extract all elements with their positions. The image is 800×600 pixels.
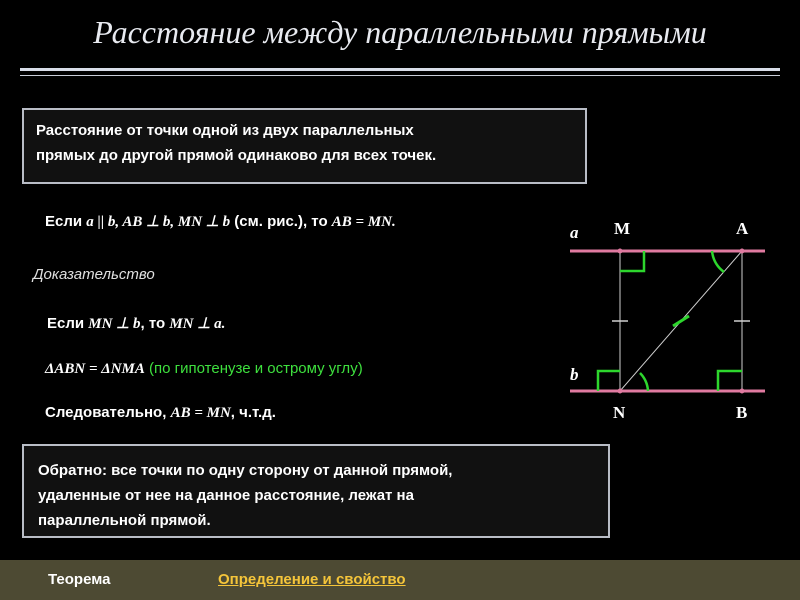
point-M bbox=[618, 249, 623, 254]
label-b: b bbox=[570, 365, 579, 384]
footer-definition-link[interactable]: Определение и свойство bbox=[218, 571, 406, 588]
right-angle-B bbox=[718, 371, 742, 391]
title-divider-thick bbox=[20, 68, 780, 71]
label-N: N bbox=[613, 403, 626, 422]
proof-step-2 bbox=[45, 360, 363, 378]
point-B bbox=[740, 389, 745, 394]
point-N bbox=[618, 389, 623, 394]
proof-step-2-note: (по гипотенузе и острому углу) bbox=[144, 360, 363, 377]
label-B: B bbox=[736, 403, 748, 422]
definition-line-2: прямых до другой прямой одинаково для всех точек. bbox=[36, 147, 437, 164]
label-M: M bbox=[614, 219, 631, 238]
proof-step-2-math: ΔABN = ΔNMA bbox=[45, 361, 145, 377]
statement-conclusion: AB = MN. bbox=[331, 214, 396, 230]
angle-arc-N bbox=[640, 373, 648, 391]
statement-middle: (см. рис.), то bbox=[230, 213, 332, 230]
definition-box bbox=[22, 108, 587, 184]
label-A: A bbox=[736, 219, 749, 238]
proof-step-1 bbox=[47, 314, 225, 333]
proof-step-1-math: MN ⊥ b bbox=[88, 316, 141, 332]
proof-step-3-suffix: , ч.т.д. bbox=[230, 404, 276, 421]
converse-box bbox=[22, 444, 610, 538]
label-a: a bbox=[570, 223, 579, 242]
definition-line-1: Расстояние от точки одной из двух параллельных bbox=[36, 122, 414, 139]
point-A bbox=[740, 249, 745, 254]
right-angle-N bbox=[598, 371, 620, 391]
tick-NA-midpoint bbox=[673, 316, 689, 326]
statement-prefix: Если bbox=[45, 213, 87, 230]
proof-step-3 bbox=[45, 404, 276, 422]
footer-theorem-label: Теорема bbox=[48, 571, 111, 588]
slide-title: Расстояние между параллельными прямыми bbox=[93, 14, 707, 50]
proof-step-3-prefix: Следовательно, bbox=[45, 404, 171, 421]
statement bbox=[45, 212, 396, 231]
right-angle-M bbox=[620, 251, 644, 271]
angle-arc-A bbox=[712, 251, 724, 272]
proof-step-1-mid: , то bbox=[140, 315, 170, 332]
proof-step-1-math2: MN ⊥ a. bbox=[169, 316, 226, 332]
proof-heading: Доказательство bbox=[33, 266, 155, 283]
converse-line-2: удаленные от нее на данное расстояние, лежат на bbox=[38, 487, 414, 504]
statement-math: a || b, AB ⊥ b, MN ⊥ b bbox=[86, 214, 231, 230]
proof-step-3-math: AB = MN bbox=[170, 405, 231, 421]
title-divider-thin bbox=[20, 75, 780, 76]
converse-line-1: Обратно: все точки по одну сторону от данной прямой, bbox=[38, 462, 453, 479]
geometry-figure bbox=[560, 210, 780, 430]
converse-line-3: параллельной прямой. bbox=[38, 512, 211, 529]
proof-step-1-prefix: Если bbox=[47, 315, 89, 332]
